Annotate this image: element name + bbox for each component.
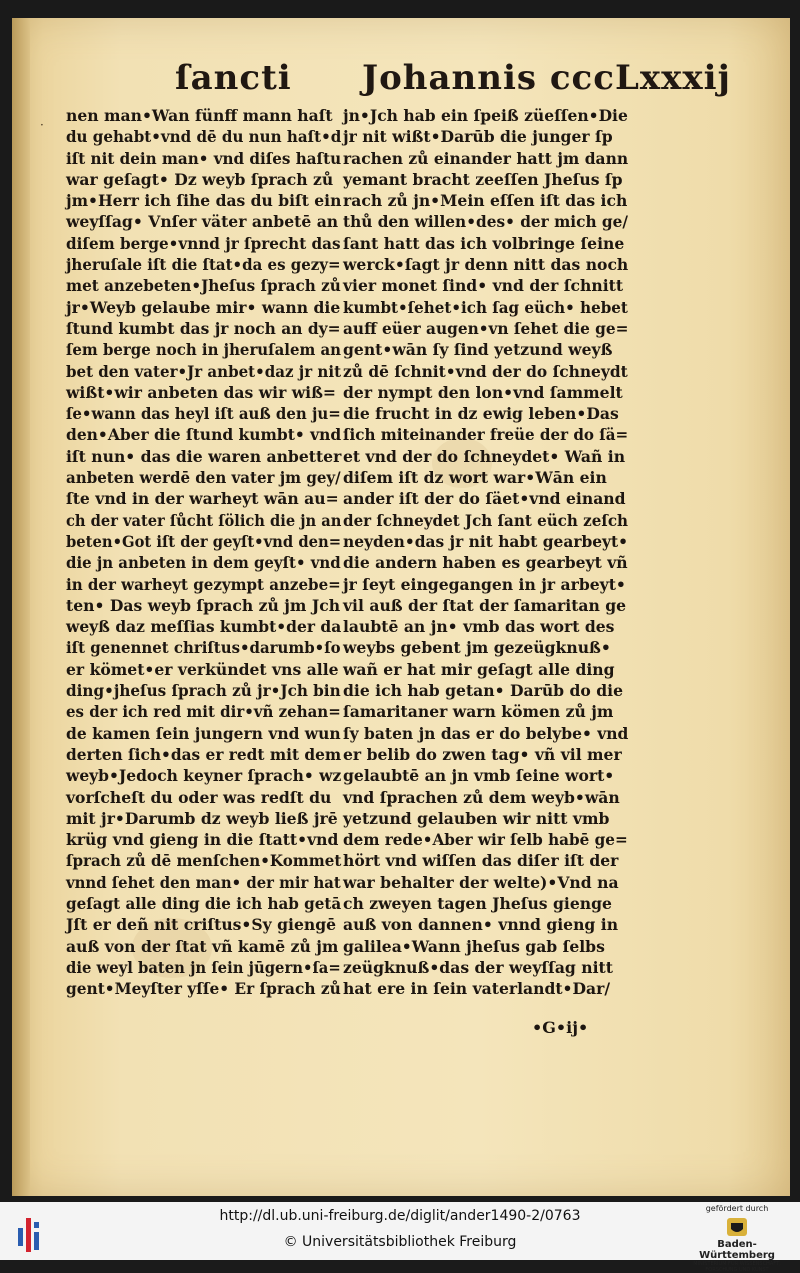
text-column-left <box>66 105 341 999</box>
text-line: vier monet ſind• vnd der ſchnitt <box>343 276 624 296</box>
margin-mark: · <box>40 118 44 132</box>
text-line: es der ich red mit dir•vñ zehan= <box>66 702 341 722</box>
text-line: kumbt•ſehet•ich ſag eüch• hebet <box>343 297 628 317</box>
text-line: beten•Got iſt der geyſt•vnd den= <box>66 531 342 551</box>
text-line: ch zweyen tagen Jheſus gienge <box>343 893 612 913</box>
text-line: Jſt er deñ nit criſtus•Sy giengē <box>66 915 337 935</box>
text-line: der nympt den lon•vnd ſammelt <box>343 382 623 402</box>
text-line: ſant hatt das ich volbringe ſeine <box>343 233 625 253</box>
text-line: den•Aber die ſtund kumbt• vnd <box>66 425 342 445</box>
text-line: war geſagt• Dz weyb ſprach zů <box>66 169 334 189</box>
text-line: gelaubtē an jn vmb ſeine wort• <box>343 766 615 786</box>
text-line: auß von der ſtat vñ kamē zů jm <box>66 936 339 956</box>
text-line: die jn anbeten in dem geyſt• vnd <box>66 553 341 573</box>
text-line: weyß daz meſſias kumbt•der da <box>66 617 342 637</box>
text-line: jr nit wißt•Darūb die junger ſp <box>343 127 613 147</box>
text-line: jr•Weyb gelaube mir• wann die <box>66 297 341 317</box>
text-line: yetzund gelauben wir nitt vmb <box>343 808 610 828</box>
sponsor-name: Baden-Württemberg <box>699 1239 775 1261</box>
text-line: jr ſeyt eingegangen in jr arbeyt• <box>343 574 626 594</box>
copyright-notice: © Universitätsbibliothek Freiburg <box>283 1234 517 1250</box>
text-line: mit jr•Darumb dz weyb ließ jrē <box>66 808 338 828</box>
sponsor-subtitle: MINISTERIUM FÜR WISSENSCHAFT, FORSCHUNG UND KUNST <box>693 1261 781 1273</box>
text-line: krüg vnd gieng in die ſtatt•vnd <box>66 830 339 850</box>
text-line: die andern haben es gearbeyt vñ <box>343 553 628 573</box>
crest-icon <box>724 1215 750 1239</box>
text-column-right <box>343 105 628 999</box>
text-line: et vnd der do ſchneydet• Wañ in <box>343 446 626 466</box>
text-line: ten• Das weyb ſprach zů jm Jch <box>66 595 341 615</box>
text-line: gent•Meyſter yſſe• Er ſprach zů <box>66 979 341 999</box>
text-line: auß von dannen• vnnd gieng in <box>343 915 619 935</box>
text-line: weyſſag• Vnſer väter anbetē an <box>66 212 339 232</box>
text-line: bet den vater•Jr anbet•daz jr nit <box>66 361 342 381</box>
text-line: anbeten werdē den vater jm gey/ <box>66 468 341 488</box>
text-line: vnnd ſehet den man• der mir hat <box>66 872 341 892</box>
text-line: die weyl baten jn ſein jūgern•ſa= <box>66 957 341 977</box>
text-line: war behalter der welte)•Vnd na <box>343 872 619 892</box>
text-line: die ich hab getan• Darūb do die <box>343 681 623 701</box>
text-line: jheruſale iſt die ſtat•da es gezy= <box>66 255 341 275</box>
page-gutter <box>12 18 30 1196</box>
text-line: ſy baten jn das er do belybe• vnd <box>343 723 629 743</box>
text-line: vorſcheſt du oder was redſt du <box>66 787 332 807</box>
text-line: zeügknuß•das der weyſſag nitt <box>343 957 613 977</box>
text-line: dem rede•Aber wir ſelb habē ge= <box>343 830 628 850</box>
text-line: vil auß der ſtat der ſamaritan ge <box>343 595 627 615</box>
text-line: iſt nit dein man• vnd diſes haſtu <box>66 148 342 168</box>
text-line: du gehabt•vnd dē du nun haſt•d <box>66 127 342 147</box>
text-line: iſt genennet chriſtus•darumb•ſo <box>66 638 341 658</box>
text-line: galilea•Wann jheſus gab ſelbs <box>343 936 605 956</box>
text-line: nen man•Wan fünff mann haſt <box>66 106 333 125</box>
text-line: ſtund kumbt das jr noch an dy= <box>66 318 341 338</box>
text-line: hat ere in ſein vaterlandt•Dar/ <box>343 979 611 999</box>
text-line: hört vnd wiſſen das diſer iſt der <box>343 851 619 871</box>
text-line: auff eüer augen•vn ſehet die ge= <box>343 318 629 338</box>
text-line: thů den willen•des• der mich ge/ <box>343 212 628 232</box>
text-line: geſagt alle ding die ich hab getā <box>66 893 342 913</box>
text-line: iſt nun• das die waren anbetter <box>66 446 342 466</box>
text-line: wißt•wir anbeten das wir wiß= <box>66 382 336 402</box>
text-line: rach zů jn•Mein eſſen iſt das ich <box>343 191 628 211</box>
text-line: weybs gebent jm gezeügknuß• <box>343 638 611 658</box>
text-line: ſamaritaner warn kömen zů jm <box>343 702 614 722</box>
sponsor-label: gefördert durch <box>705 1204 769 1213</box>
permalink-url[interactable]: http://dl.ub.uni-freiburg.de/diglit/ander1490-2/0763 <box>219 1208 581 1224</box>
text-line: ch der vater ſůcht ſölich die jn an <box>66 510 342 530</box>
text-line: werck•ſagt jr denn nitt das noch <box>343 255 629 275</box>
text-line: er kömet•er verkündet vns alle <box>66 659 339 679</box>
text-line: neyden•das jr nit habt gearbeyt• <box>343 531 629 551</box>
viewer-footer <box>0 1202 800 1273</box>
text-line: gent•wān ſy ſind yetzund weyß <box>343 340 613 360</box>
text-line: er belib do zwen tag• vñ vil mer <box>343 744 622 764</box>
text-line: zů dē ſchnit•vnd der do ſchneydt <box>343 361 628 381</box>
text-line: jm•Herr ich ſihe das du biſt ein <box>66 191 342 211</box>
text-line: derten ſich•das er redt mit dem <box>66 744 342 764</box>
text-line: ſich miteinander freüe der do ſä= <box>343 425 629 445</box>
text-line: die frucht in dz ewig leben•Das <box>343 404 619 424</box>
text-line: met anzebeten•Jheſus ſprach zů <box>66 276 341 296</box>
text-line: vnd ſprachen zů dem weyb•wān <box>343 787 620 807</box>
text-line: der ſchneydet Jch ſant eüch zeſch <box>343 510 629 530</box>
text-line: jn•Jch hab ein ſpeiß züeſſen•Die <box>343 106 628 125</box>
text-line: wañ er hat mir geſagt alle ding <box>343 659 615 679</box>
text-line: ſte vnd in der warheyt wān au= <box>66 489 339 509</box>
text-line: in der warheyt gezympt anzebe= <box>66 574 341 594</box>
text-line: diſem iſt dz wort war•Wān ein <box>343 468 607 488</box>
sponsor-block <box>682 1204 792 1273</box>
running-header-left: ſancti <box>175 58 292 98</box>
text-line: rachen zů einander hatt jm dann <box>343 148 629 168</box>
text-line: diſem berge•vnnd jr ſprecht das <box>66 233 341 253</box>
text-line: ding•jheſus ſprach zů jr•Jch bin <box>66 681 341 701</box>
text-line: weyb•Jedoch keyner ſprach• wz <box>66 766 342 786</box>
text-line: ſprach zů dē menſchen•Kommet <box>66 851 342 871</box>
text-line: yemant bracht zeeſſen Jheſus ſp <box>343 169 623 189</box>
text-line: ander iſt der do ſäet•vnd einand <box>343 489 626 509</box>
running-header-right: Johannis cccLxxxij <box>362 58 731 98</box>
text-line: de kamen ſein jungern vnd wun <box>66 723 341 743</box>
signature-mark: •G•ij• <box>532 1018 589 1037</box>
text-line: ſem berge noch in jheruſalem an <box>66 340 342 360</box>
text-line: laubtē an jn• vmb das wort des <box>343 617 615 637</box>
text-line: ſe•wann das heyl iſt auß den ju= <box>66 404 341 424</box>
